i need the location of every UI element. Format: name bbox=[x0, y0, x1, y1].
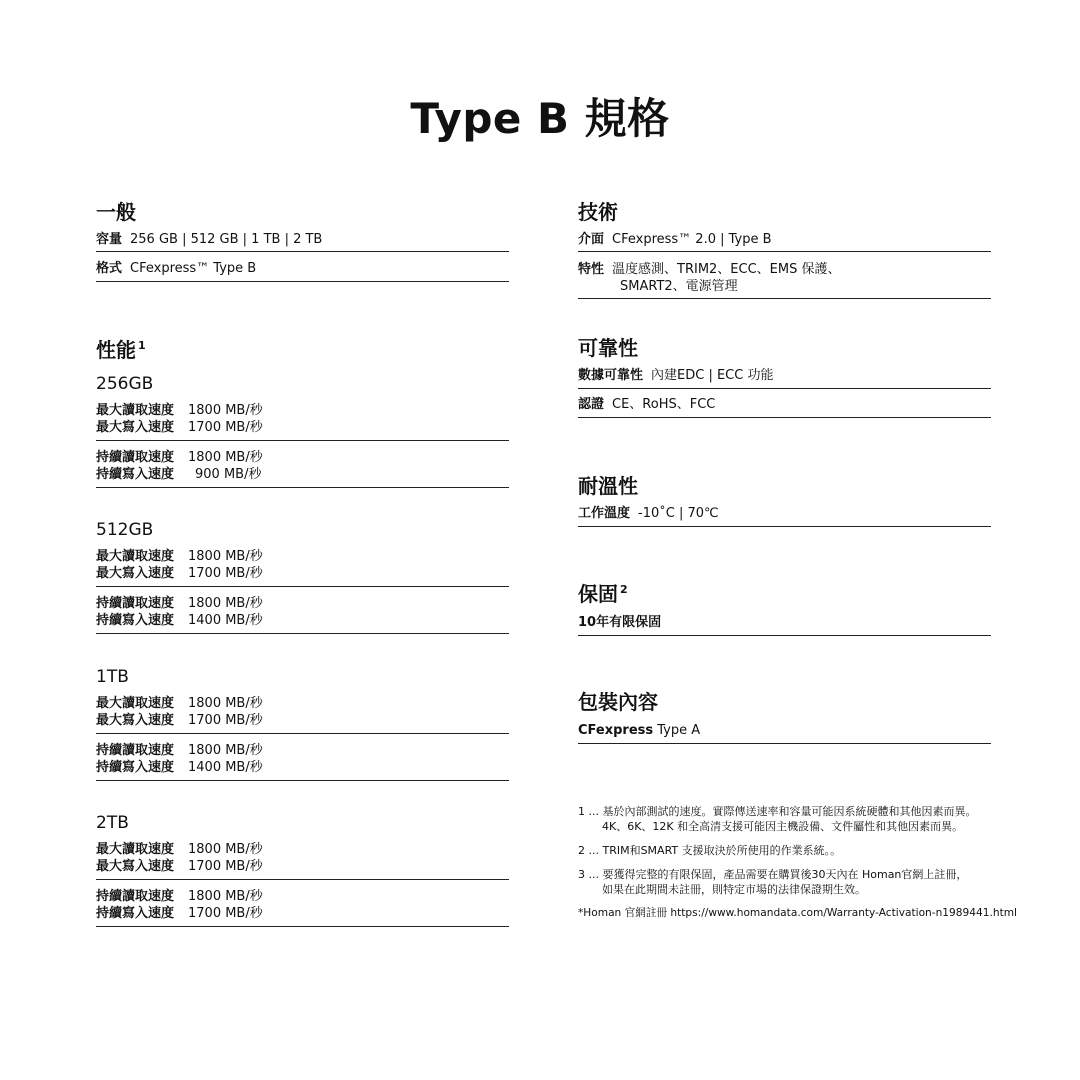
model-2tb-max-row bbox=[96, 841, 509, 880]
spec-label: 最大讀取速度 bbox=[96, 842, 175, 857]
capacity-value: 256 GB | 512 GB | 1 TB | 2 TB bbox=[130, 232, 323, 247]
spec-value: 1700 MB/秒 bbox=[188, 566, 263, 581]
warranty-row bbox=[578, 614, 991, 636]
temperature-heading: 耐溫性 bbox=[578, 474, 638, 498]
spec-value: 1700 MB/秒 bbox=[188, 859, 263, 874]
warranty-registration-link[interactable]: *Homan 官網註冊 https://www.homandata.com/Warranty-Activation-n1989441.html bbox=[578, 907, 1017, 919]
spec-label: 最大讀取速度 bbox=[96, 403, 175, 418]
spec-label: 最大讀取速度 bbox=[96, 696, 175, 711]
certification-row bbox=[578, 396, 991, 418]
model-1tb-heading: 1TB bbox=[96, 667, 129, 687]
interface-label: 介面 bbox=[578, 232, 605, 247]
model-2tb-heading: 2TB bbox=[96, 813, 129, 833]
operating-temp-value: -10˚C | 70℃ bbox=[638, 506, 719, 521]
model-256gb-max-row bbox=[96, 402, 509, 441]
package-value-rest: Type A bbox=[653, 723, 701, 738]
spec-value: 1800 MB/秒 bbox=[188, 889, 263, 904]
spec-value: 1700 MB/秒 bbox=[188, 713, 263, 728]
spec-value: 1700 MB/秒 bbox=[188, 420, 263, 435]
reliability-heading: 可靠性 bbox=[578, 336, 638, 360]
operating-temp-label: 工作溫度 bbox=[578, 506, 631, 521]
model-512gb-max-row bbox=[96, 548, 509, 587]
package-heading: 包裝內容 bbox=[578, 690, 658, 714]
footnote-3 bbox=[578, 867, 967, 897]
spec-value: 1700 MB/秒 bbox=[188, 906, 263, 921]
spec-label: 持續讀取速度 bbox=[96, 450, 175, 465]
certification-value: CE、RoHS、FCC bbox=[612, 397, 716, 412]
model-256gb-heading: 256GB bbox=[96, 374, 154, 394]
format-label: 格式 bbox=[96, 261, 123, 276]
footnote-3-line2: 如果在此期間未註冊，則特定市場的法律保證期生效。 bbox=[602, 883, 866, 896]
warranty-value: 10年有限保固 bbox=[578, 615, 662, 630]
spec-label: 持續寫入速度 bbox=[96, 613, 175, 628]
spec-label: 持續寫入速度 bbox=[96, 467, 175, 482]
interface-row bbox=[578, 231, 991, 252]
technology-heading: 技術 bbox=[578, 200, 618, 224]
operating-temp-row bbox=[578, 505, 991, 527]
data-reliability-label: 數據可靠性 bbox=[578, 368, 644, 383]
model-1tb-sustained-row bbox=[96, 742, 509, 781]
capacity-label: 容量 bbox=[96, 232, 123, 247]
spec-value: 1400 MB/秒 bbox=[188, 613, 263, 628]
performance-footnote: 1 bbox=[138, 339, 146, 353]
spec-value: 1800 MB/秒 bbox=[188, 743, 263, 758]
performance-heading-text: 性能 bbox=[96, 338, 136, 362]
spec-label: 持續寫入速度 bbox=[96, 760, 175, 775]
spec-label: 持續讀取速度 bbox=[96, 596, 175, 611]
features-value-line1: 溫度感測、TRIM2、ECC、EMS 保護、 bbox=[612, 262, 841, 277]
model-1tb-max-row bbox=[96, 695, 509, 734]
general-heading: 一般 bbox=[96, 200, 136, 224]
model-256gb-sustained-row bbox=[96, 449, 509, 488]
spec-value: 1800 MB/秒 bbox=[188, 842, 263, 857]
spec-value: 1800 MB/秒 bbox=[188, 403, 263, 418]
spec-value: 1800 MB/秒 bbox=[188, 596, 263, 611]
warranty-footnote: 2 bbox=[620, 583, 628, 597]
spec-label: 最大寫入速度 bbox=[96, 420, 175, 435]
model-512gb-heading: 512GB bbox=[96, 520, 154, 540]
data-reliability-value: 內建EDC | ECC 功能 bbox=[651, 368, 774, 383]
spec-label: 持續寫入速度 bbox=[96, 906, 175, 921]
warranty-heading-text: 保固 bbox=[578, 582, 618, 606]
performance-heading bbox=[96, 334, 146, 363]
footnote-2: 2 ... TRIM和SMART 支援取決於所使用的作業系統。。 bbox=[578, 844, 842, 857]
spec-label: 最大讀取速度 bbox=[96, 549, 175, 564]
footnote-1-line2: 4K、6K、12K 和全高清支援可能因主機設備、文件屬性和其他因素而異。 bbox=[602, 820, 964, 833]
interface-value: CFexpress™ 2.0 | Type B bbox=[612, 232, 772, 247]
spec-value: 1800 MB/秒 bbox=[188, 696, 263, 711]
capacity-row bbox=[96, 231, 509, 252]
page-title: Type B 規格 bbox=[410, 94, 670, 143]
warranty-heading bbox=[578, 578, 628, 607]
model-2tb-sustained-row bbox=[96, 888, 509, 927]
features-label: 特性 bbox=[578, 262, 605, 277]
spec-value: 1800 MB/秒 bbox=[188, 549, 263, 564]
spec-label: 最大寫入速度 bbox=[96, 859, 175, 874]
features-row bbox=[578, 261, 991, 299]
package-row bbox=[578, 722, 991, 744]
certification-label: 認證 bbox=[578, 397, 605, 412]
model-512gb-sustained-row bbox=[96, 595, 509, 634]
footnote-3-line1: 3 ... 要獲得完整的有限保固，產品需要在購買後30天內在 Homan官網上註冊， bbox=[578, 868, 968, 881]
spec-value: 900 MB/秒 bbox=[195, 467, 262, 482]
spec-value: 1400 MB/秒 bbox=[188, 760, 263, 775]
package-value-bold: CFexpress bbox=[578, 723, 654, 738]
spec-label: 持續讀取速度 bbox=[96, 743, 175, 758]
spec-label: 最大寫入速度 bbox=[96, 713, 175, 728]
spec-value: 1800 MB/秒 bbox=[188, 450, 263, 465]
footnote-1 bbox=[578, 804, 976, 834]
format-row bbox=[96, 260, 509, 282]
spec-label: 持續讀取速度 bbox=[96, 889, 175, 904]
footnote-1-line1: 1 ... 基於內部測試的速度。實際傳送速率和容量可能因系統硬體和其他因素而異。 bbox=[578, 805, 977, 818]
spec-label: 最大寫入速度 bbox=[96, 566, 175, 581]
data-reliability-row bbox=[578, 367, 991, 389]
format-value: CFexpress™ Type B bbox=[130, 261, 257, 276]
features-value-line2: SMART2、電源管理 bbox=[620, 279, 738, 294]
